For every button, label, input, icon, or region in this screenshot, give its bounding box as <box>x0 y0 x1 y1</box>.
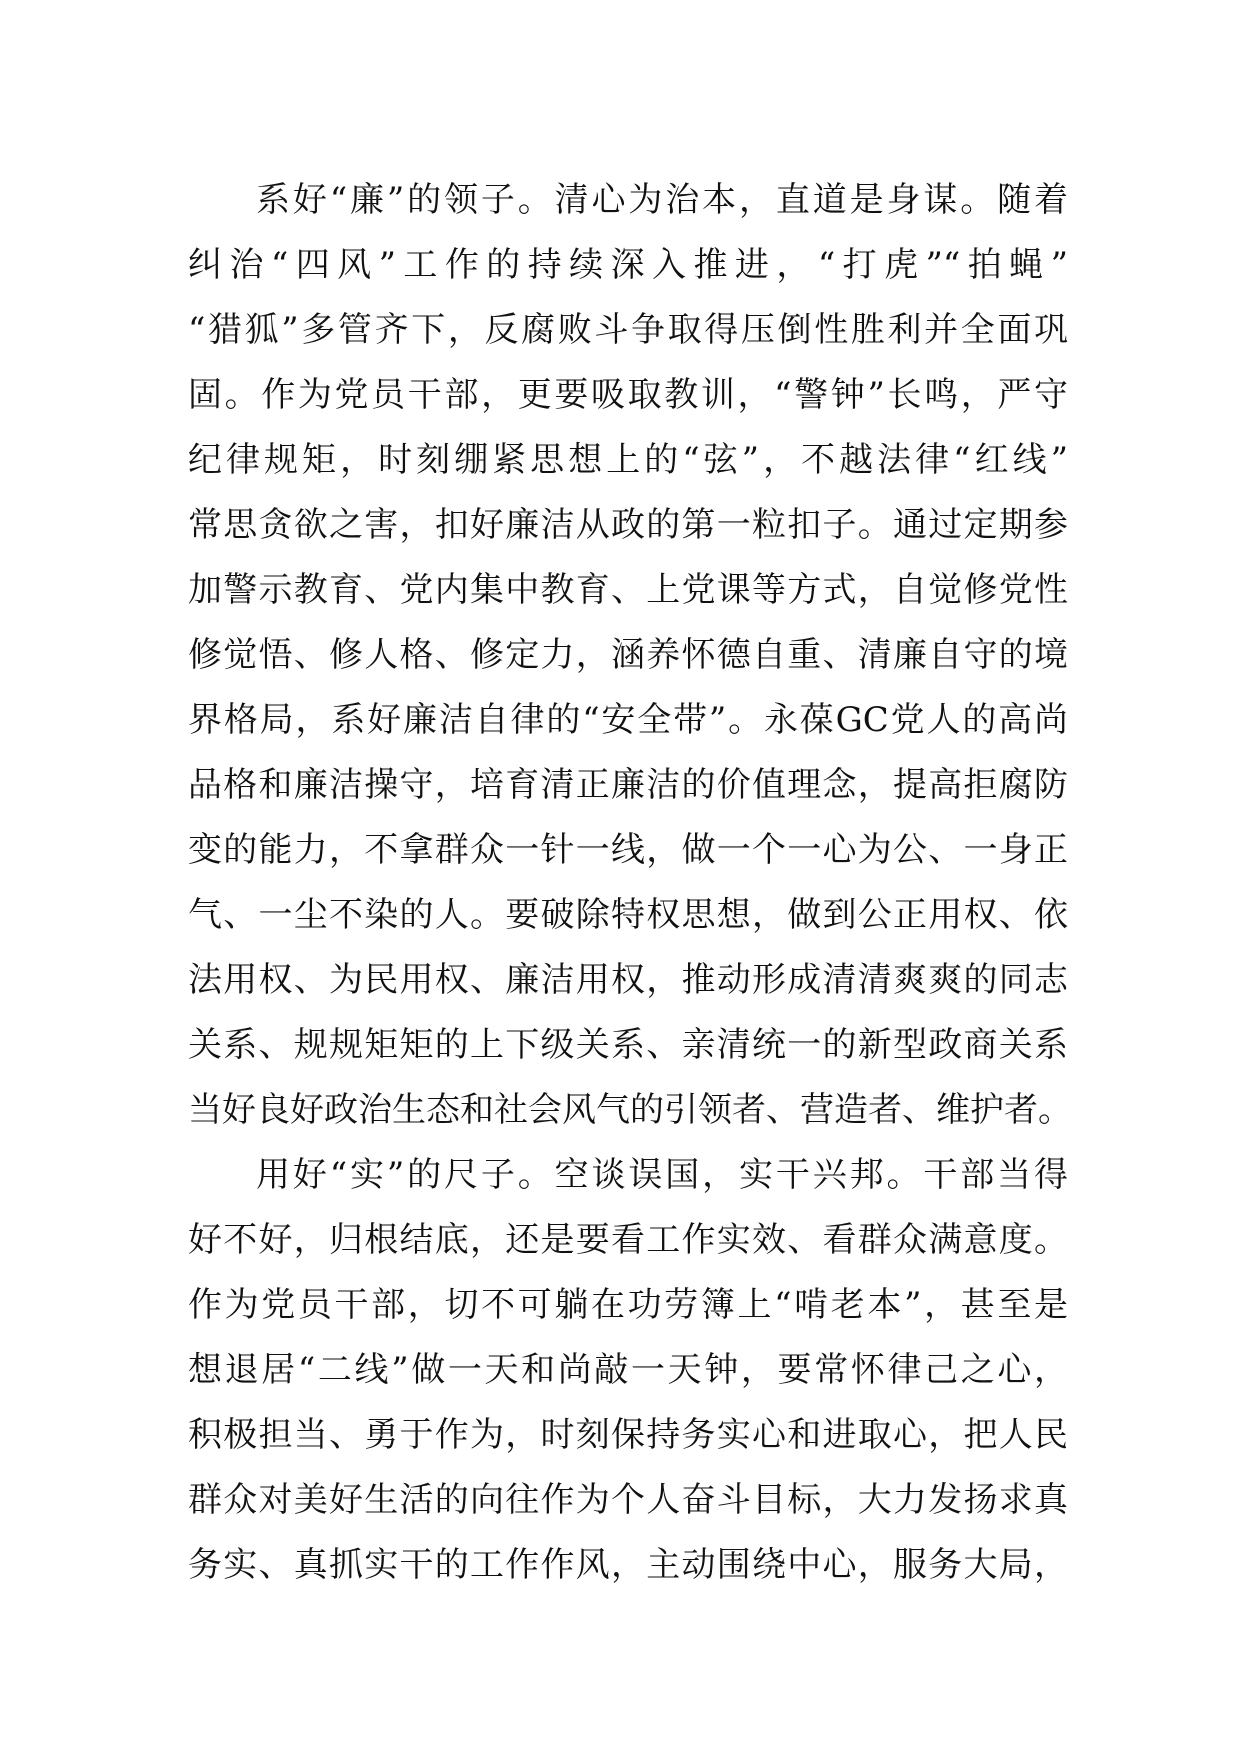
text-line: 群众对美好生活的向往作为个人奋斗目标，大力发扬求真 <box>188 1480 1068 1520</box>
text-line: 法用权、为民用权、廉洁用权，推动形成清清爽爽的同志 <box>188 960 1068 1000</box>
text-line: 加警示教育、党内集中教育、上党课等方式，自觉修党性 <box>188 570 1068 610</box>
text-line: 纪律规矩，时刻绷紧思想上的“弦”，不越法律“红线” <box>188 440 1068 480</box>
text-line: 气、一尘不染的人。要破除特权思想，做到公正用权、依 <box>188 895 1068 935</box>
text-line: 系好“廉”的领子。清心为治本，直道是身谋。随着 <box>256 180 1068 220</box>
text-line: 修觉悟、修人格、修定力，涵养怀德自重、清廉自守的境 <box>188 635 1068 675</box>
text-line: 关系、规规矩矩的上下级关系、亲清统一的新型政商关系 <box>188 1025 1068 1065</box>
text-line: 固。作为党员干部，更要吸取教训，“警钟”长鸣，严守 <box>188 375 1068 415</box>
text-line: 好不好，归根结底，还是要看工作实效、看群众满意度。 <box>188 1220 1068 1260</box>
text-line: 想退居“二线”做一天和尚敲一天钟，要常怀律己之心， <box>188 1350 1068 1390</box>
text-line: 作为党员干部，切不可躺在功劳簿上“啃老本”，甚至是 <box>188 1285 1068 1325</box>
text-line: 纠治“四风”工作的持续深入推进，“打虎”“拍蝇” <box>188 245 1068 285</box>
text-line: 务实、真抓实干的工作作风，主动围绕中心，服务大局， <box>188 1545 1068 1585</box>
text-line: “猎狐”多管齐下，反腐败斗争取得压倒性胜利并全面巩 <box>188 310 1068 350</box>
text-line: 变的能力，不拿群众一针一线，做一个一心为公、一身正 <box>188 830 1068 870</box>
paragraph-1 <box>188 168 1072 1143</box>
text-line: 常思贪欲之害，扣好廉洁从政的第一粒扣子。通过定期参 <box>188 505 1068 545</box>
text-line: 当好良好政治生态和社会风气的引领者、营造者、维护者。 <box>188 1090 1072 1130</box>
text-line: 用好“实”的尺子。空谈误国，实干兴邦。干部当得 <box>256 1155 1068 1195</box>
body-text <box>188 168 1072 1598</box>
text-line: 积极担当、勇于作为，时刻保持务实心和进取心，把人民 <box>188 1415 1068 1455</box>
paragraph-2 <box>188 1143 1068 1598</box>
text-line: 品格和廉洁操守，培育清正廉洁的价值理念，提高拒腐防 <box>188 765 1068 805</box>
text-line: 界格局，系好廉洁自律的“安全带”。永葆GC党人的高尚 <box>188 700 1068 740</box>
